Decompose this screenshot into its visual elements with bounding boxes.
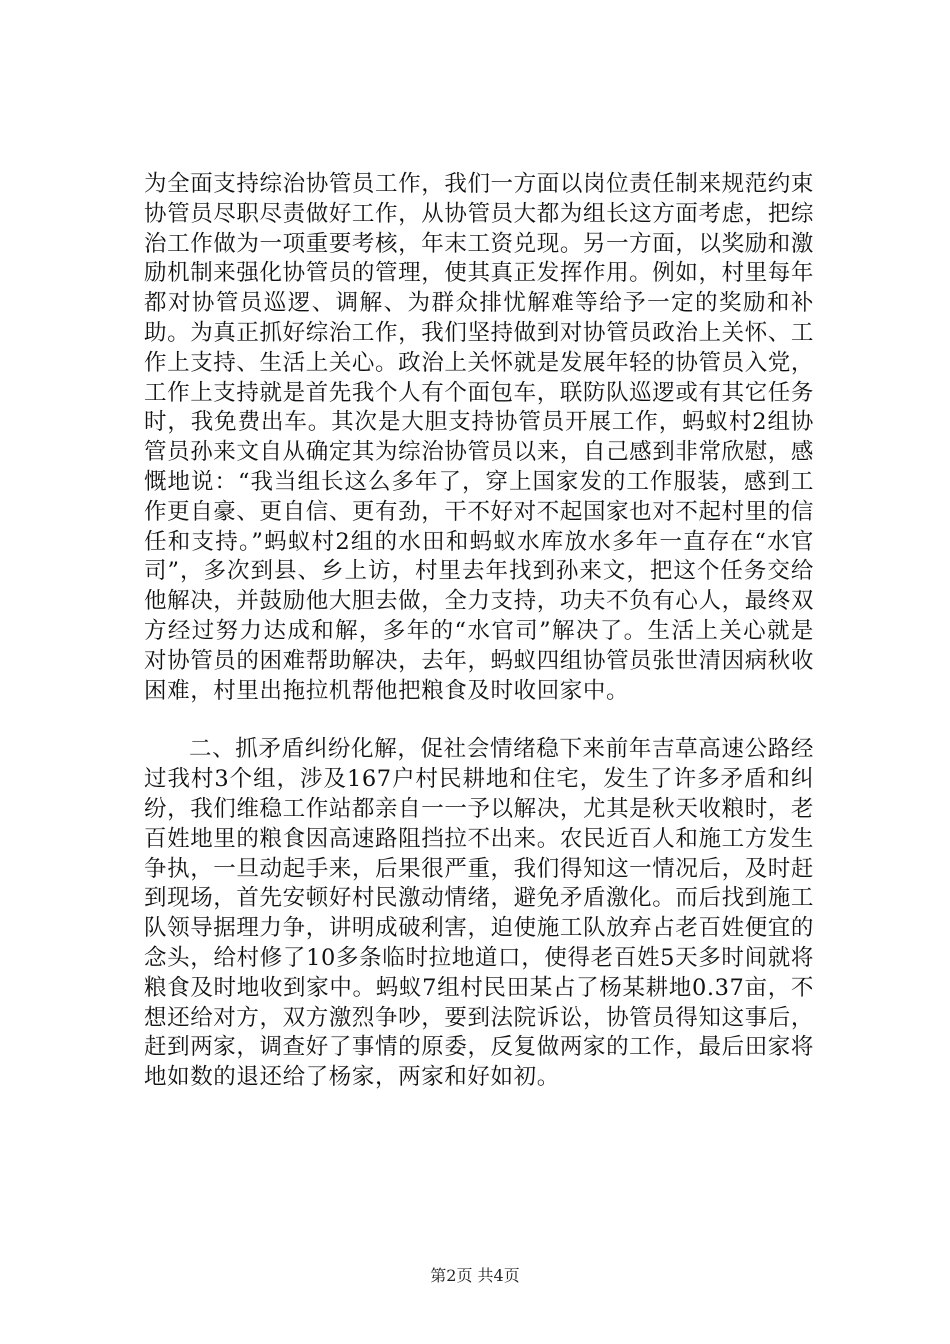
page-number-footer: 第2页 共4页 — [430, 1266, 520, 1285]
document-body — [144, 170, 814, 1093]
paragraph-dispute-resolution: 二、抓矛盾纠纷化解，促社会情绪稳下来前年吉草高速公路经过我村3个组，涉及167户村民耕地和住宅，发生了许多矛盾和纠纷，我们维稳工作站都亲自一一予以解决，尤其是秋天收粮时，老百姓地里的粮食因高速路阻挡拉不出来。农民近百人和施工方发生争执，一旦动起手来，后果很严重，我们得知这一情况后，及时赶到现场，首先安顿好村民激动情绪，避免矛盾激化。而后找到施工队领导据理力争，讲明成破利害，迫使施工队放弃占老百姓便宜的念头，给村修了10多条临时拉地道口，使得老百姓5天多时间就将粮食及时地收到家中。蚂蚁7组村民田某占了杨某耕地0.37亩，不想还给对方，双方激烈争吵，要到法院诉讼，协管员得知这事后，赶到两家，调查好了事情的原委，反复做两家的工作，最后田家将地如数的退还给了杨家，两家和好如初。 — [144, 736, 814, 1091]
paragraph-coordinator-support: 为全面支持综治协管员工作，我们一方面以岗位责任制来规范约束协管员尽职尽责做好工作，从协管员大都为组长这方面考虑，把综治工作做为一项重要考核，年末工资兑现。另一方面，以奖励和激励机制来强化协管员的管理，使其真正发挥作用。例如，村里每年都对协管员巡逻、调解、为群众排忧解难等给予一定的奖励和补助。为真正抓好综治工作，我们坚持做到对协管员政治上关怀、工作上支持、生活上关心。政治上关怀就是发展年轻的协管员入党，工作上支持就是首先我个人有个面包车，联防队巡逻或有其它任务时，我免费出车。其次是大胆支持协管员开展工作，蚂蚁村2组协管员孙来文自从确定其为综治协管员以来，自己感到非常欣慰，感慨地说：“我当组长这么多年了，穿上国家发的工作服装，感到工作更自豪、更自信、更有劲，干不好对不起国家也对不起村里的信任和支持。”蚂蚁村2组的水田和蚂蚁水库放水多年一直存在“水官司”，多次到县、乡上访，村里去年找到孙来文，把这个任务交给他解决，并鼓励他大胆去做，全力支持，功夫不负有心人，最终双方经过努力达成和解，多年的“水官司”解决了。生活上关心就是对协管员的困难帮助解决，去年，蚂蚁四组协管员张世清因病秋收困难，村里出拖拉机帮他把粮食及时收回家中。 — [144, 171, 814, 704]
